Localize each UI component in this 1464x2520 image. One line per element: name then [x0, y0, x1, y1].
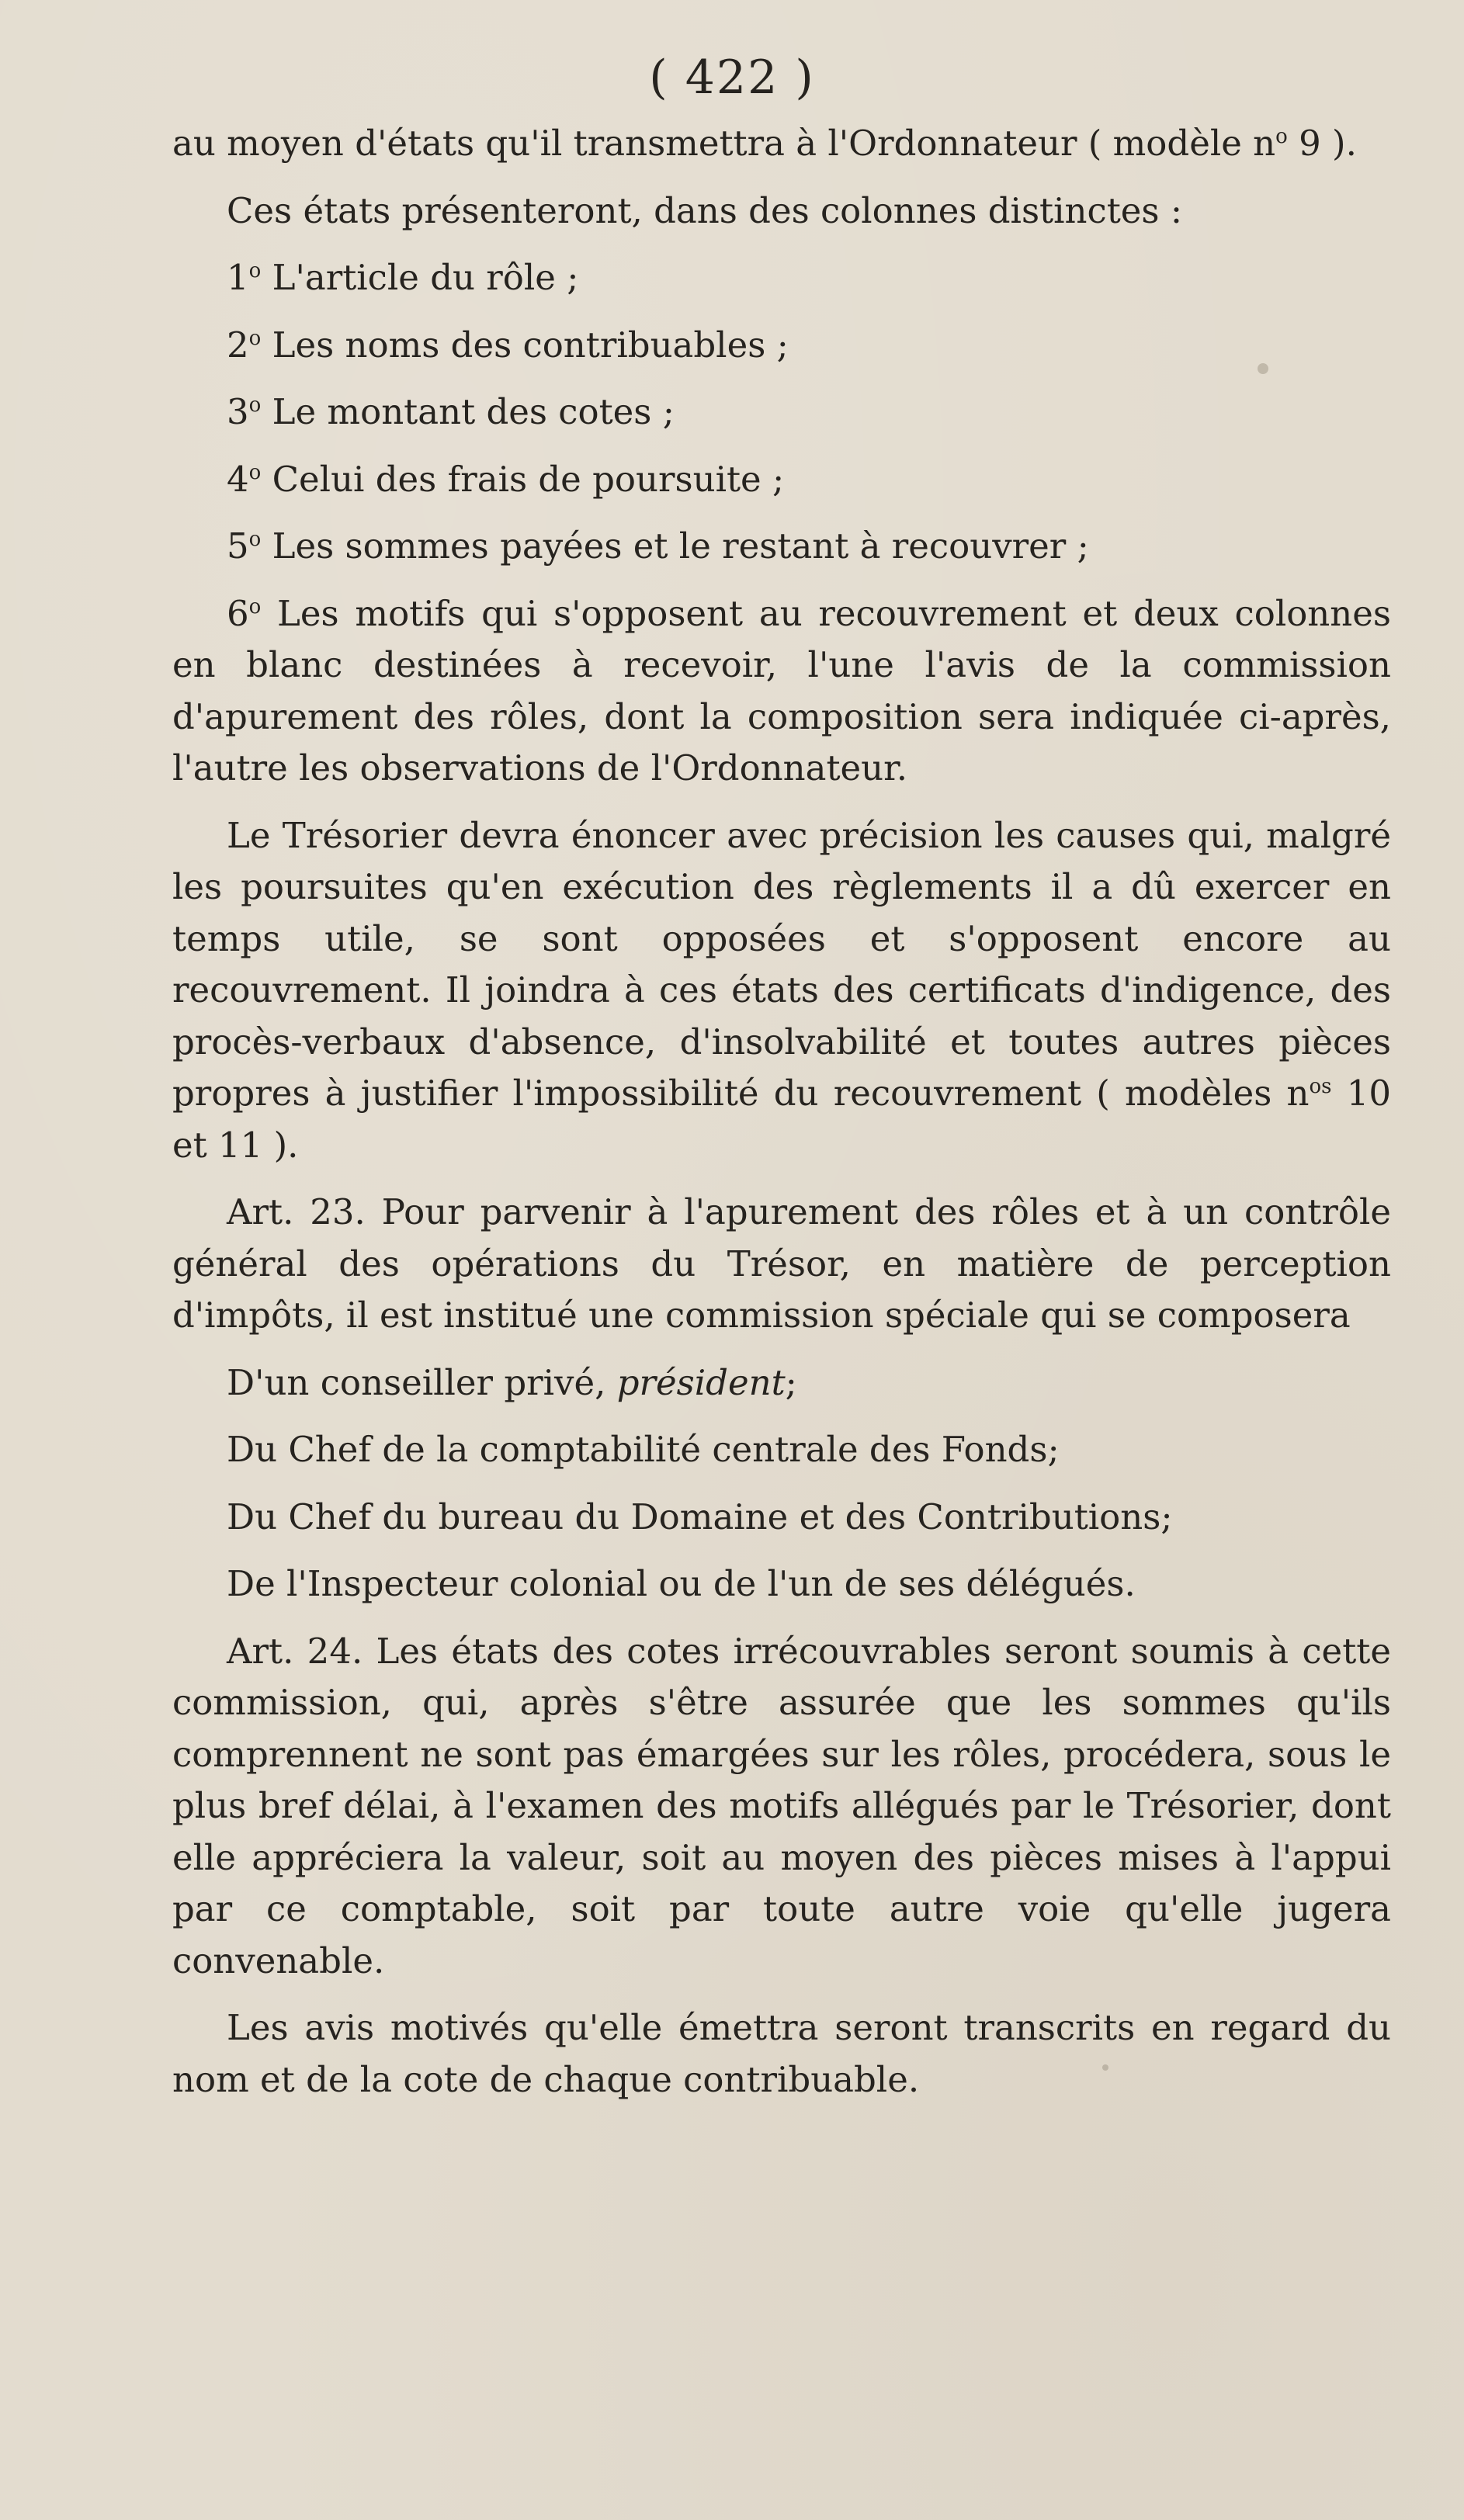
item-ordinal: o — [248, 528, 262, 551]
opening-end: 9 ). — [1287, 123, 1357, 164]
opening-text: au moyen d'états qu'il transmettra à l'Ordonnateur ( modèle n — [172, 123, 1276, 164]
page-body — [172, 118, 1391, 2121]
member-text: D'un conseiller privé, — [227, 1361, 606, 1403]
opening-paragraph — [172, 118, 1391, 170]
member-role: président — [616, 1361, 786, 1403]
member-inspecteur: De l'Inspecteur colonial ou de l'un de ses délégués. — [227, 1563, 1136, 1604]
list-item — [172, 252, 1391, 304]
list-item-six — [172, 588, 1391, 795]
tresorier-end: 10 et 11 ). — [172, 1073, 1391, 1166]
list-item — [172, 386, 1391, 438]
item-number: 3 — [227, 391, 249, 432]
article-24: Art. 24. Les états des cotes irrécouvrables seront soumis à cette commission, qui, après s'être assurée que les sommes qu'ils comprennent ne sont pas émargées sur les rôles, procédera, sous le plus bref délai, à l'examen des motifs allégués par le Trésorier, dont elle appréciera la valeur, soit au moyen des pièces mises à l'appui par ce comptable, soit par toute autre voie qu'elle jugera convenable. — [172, 1630, 1391, 1981]
member-president — [172, 1357, 1391, 1409]
article-23: Art. 23. Pour parvenir à l'apurement des rôles et à un contrôle général des opérations du Trésor, en matière de perception d'impôts, il est institué une commission spéciale qui se composera — [172, 1191, 1391, 1336]
item-ordinal: o — [248, 259, 262, 283]
page-number: ( 422 ) — [649, 50, 815, 105]
item-text: Le montant des cotes ; — [272, 391, 675, 432]
item-text: Les sommes payées et le restant à recouvrer ; — [272, 525, 1089, 567]
intro-paragraph: Ces états présenteront, dans des colonnes distinctes : — [227, 189, 1182, 231]
item-ordinal: o — [248, 393, 262, 417]
paper-speck — [1102, 2064, 1108, 2071]
item-number: 5 — [227, 525, 249, 567]
member-comptabilite: Du Chef de la comptabilité centrale des Fonds; — [227, 1429, 1060, 1470]
member-domaine: Du Chef du bureau du Domaine et des Contributions; — [227, 1496, 1173, 1537]
list-item — [172, 521, 1391, 573]
closing-paragraph: Les avis motivés qu'elle émettra seront transcrits en regard du nom et de la cote de chaque contribuable. — [172, 2007, 1391, 2100]
item-ordinal: o — [248, 460, 262, 484]
item-number: 4 — [227, 458, 249, 500]
item-ordinal: o — [248, 594, 262, 619]
list-item — [172, 454, 1391, 506]
item-number: 2 — [227, 324, 249, 366]
member-end: ; — [785, 1361, 797, 1403]
paper-speck — [1009, 1312, 1015, 1318]
tresorier-superscript: os — [1309, 1075, 1332, 1098]
item-number: 1 — [227, 257, 249, 298]
opening-superscript: o — [1275, 125, 1288, 148]
item-text: Celui des frais de poursuite ; — [272, 458, 785, 500]
item-text: L'article du rôle ; — [272, 257, 579, 298]
tresorier-paragraph — [172, 810, 1391, 1172]
tresorier-text: Le Trésorier devra énoncer avec précision les causes qui, malgré les poursuites qu'en exécution des règlements il a dû exercer en temps utile, se sont opposées et s'opposent encore au recouvrement. Il joindra à ces états des certificats d'indigence, des procès-verbaux d'absence, d'insolvabilité et toutes autres pièces propres à justifier l'impossibilité du recouvrement ( modèles n — [172, 814, 1391, 1114]
item-text: Les motifs qui s'opposent au recouvrement et deux colonnes en blanc destinées à recevoir, l'une l'avis de la commission d'apurement des rôles, dont la composition sera indiquée ci-après, l'autre les observations de l'Ordonnateur. — [172, 592, 1391, 789]
item-text: Les noms des contribuables ; — [272, 324, 789, 366]
list-item — [172, 320, 1391, 372]
paper-speck — [1258, 363, 1268, 374]
item-ordinal: o — [248, 326, 262, 350]
item-number: 6 — [227, 592, 249, 634]
